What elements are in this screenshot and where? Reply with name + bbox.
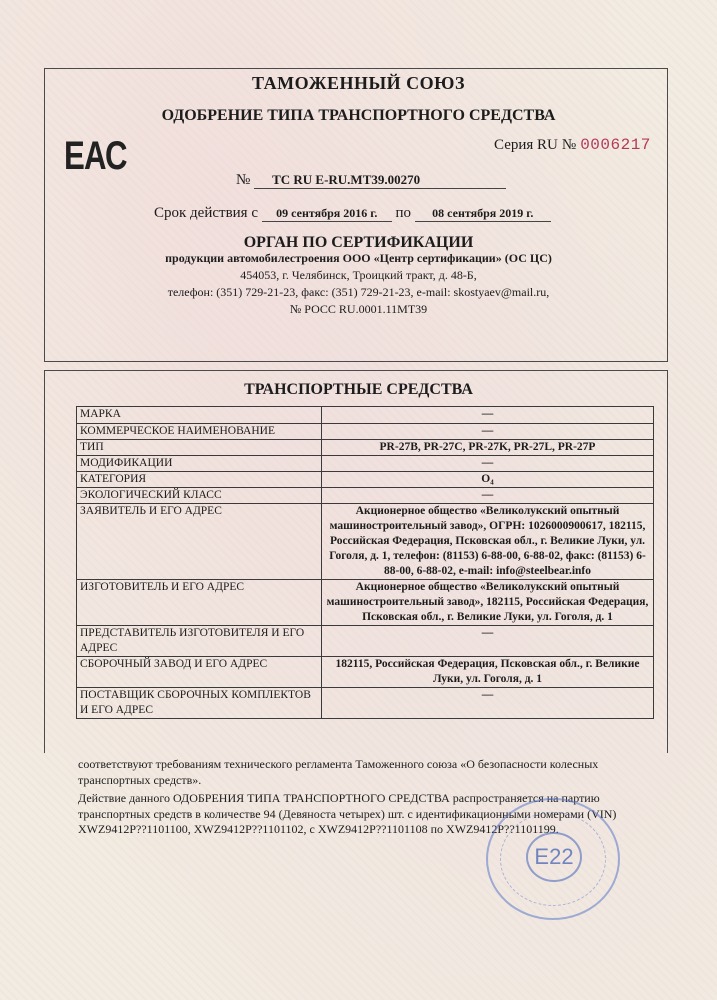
doc-number: ТС RU E-RU.МТ39.00270 [254, 172, 506, 189]
table-row [77, 580, 654, 626]
row-label: МАРКА [77, 407, 322, 424]
number-sign: № [561, 137, 577, 153]
certification-body-line3: телефон: (351) 729-21-23, факс: (351) 729-21-23, e-mail: skostyaev@mail.ru, [167, 285, 550, 299]
valid-to: 08 сентября 2019 г. [415, 206, 551, 222]
validity-label: Срок действия с [154, 205, 258, 221]
scope-text: Действие данного ОДОБРЕНИЯ ТИПА ТРАНСПОРТНОГО СРЕДСТВА распространяется на партию транспортных средств в количестве 94 (Девяноста четырех) шт. с идентификационными номерами (VIN) XWZ9412P??1101100, XWZ9412P??1101102, с XWZ9412P??1101108 по XWZ9412P??1101199. [78, 791, 617, 836]
table-row [77, 440, 654, 456]
row-label: ТИП [77, 440, 322, 456]
table-row [77, 488, 654, 504]
row-value: PR-27B, PR-27C, PR-27K, PR-27L, PR-27P [322, 440, 654, 456]
row-label: ПОСТАВЩИК СБОРОЧНЫХ КОМПЛЕКТОВ И ЕГО АДРЕС [77, 688, 322, 719]
row-value: — [322, 488, 654, 504]
row-value: Акционерное общество «Великолукский опытный машиностроительный завод», ОГРН: 1026000900617, 182115, Российская Федерация, Псковская обл., г. Великие Луки, ул. Гоголя, д. 1, телефон: (81153) 6-88-00, 6-88-02, факс: (81153) 6-88-00, 6-88-02, e-mail: info@steelbear.info [322, 504, 654, 580]
vehicles-title: ТРАНСПОРТНЫЕ СРЕДСТВА [244, 381, 473, 398]
table-row [77, 472, 654, 488]
certification-body-title: ОРГАН ПО СЕРТИФИКАЦИИ [243, 234, 474, 251]
certification-body-line4: № РОСС RU.0001.11МТ39 [289, 302, 428, 316]
table-row [77, 456, 654, 472]
to-label: по [395, 205, 412, 221]
doc-number-block [236, 172, 506, 189]
series-label: Серия RU [494, 137, 558, 153]
table-row [77, 688, 654, 719]
doc-number-label: № [236, 172, 251, 188]
approval-title: ОДОБРЕНИЕ ТИПА ТРАНСПОРТНОГО СРЕДСТВА [161, 107, 556, 124]
row-value: O₄ [322, 472, 654, 488]
certification-body-line1: продукции автомобилестроения ООО «Центр сертификации» (ОС ЦС) [165, 251, 552, 265]
row-label: ПРЕДСТАВИТЕЛЬ ИЗГОТОВИТЕЛЯ И ЕГО АДРЕС [77, 626, 322, 657]
certification-body-line2: 454053, г. Челябинск, Троицкий тракт, д. 48-Б, [240, 268, 477, 282]
union-title: ТАМОЖЕННЫЙ СОЮЗ [252, 73, 465, 93]
compliance-text: соответствуют требованиям технического регламента Таможенного союза «О безопасности колесных транспортных средств». [78, 757, 599, 787]
series-number: 0006217 [580, 136, 651, 154]
table-row [77, 626, 654, 657]
validity-block [154, 205, 551, 222]
row-value: — [322, 424, 654, 440]
table-row [77, 657, 654, 688]
certification-stamp [486, 798, 620, 920]
table-row [77, 504, 654, 580]
row-label: ЗАЯВИТЕЛЬ И ЕГО АДРЕС [77, 504, 322, 580]
row-value: — [322, 407, 654, 424]
row-value: — [322, 626, 654, 657]
row-label: СБОРОЧНЫЙ ЗАВОД И ЕГО АДРЕС [77, 657, 322, 688]
eac-logo: ЕАС [64, 134, 127, 178]
row-label: ЭКОЛОГИЧЕСКИЙ КЛАСС [77, 488, 322, 504]
row-label: ИЗГОТОВИТЕЛЬ И ЕГО АДРЕС [77, 580, 322, 626]
valid-from: 09 сентября 2016 г. [262, 206, 392, 222]
table-row [77, 424, 654, 440]
row-value: 182115, Российская Федерация, Псковская обл., г. Великие Луки, ул. Гоголя, д. 1 [322, 657, 654, 688]
stamp-mark: E22 [526, 832, 582, 882]
row-label: КОММЕРЧЕСКОЕ НАИМЕНОВАНИЕ [77, 424, 322, 440]
row-label: МОДИФИКАЦИИ [77, 456, 322, 472]
table-row [77, 407, 654, 424]
row-label: КАТЕГОРИЯ [77, 472, 322, 488]
vehicles-table [76, 406, 654, 719]
row-value: — [322, 456, 654, 472]
row-value: — [322, 688, 654, 719]
row-value: Акционерное общество «Великолукский опытный машиностроительный завод», 182115, Российская Федерация, Псковская обл., г. Великие Луки, ул. Гоголя, д. 1 [322, 580, 654, 626]
series-block [494, 136, 651, 154]
